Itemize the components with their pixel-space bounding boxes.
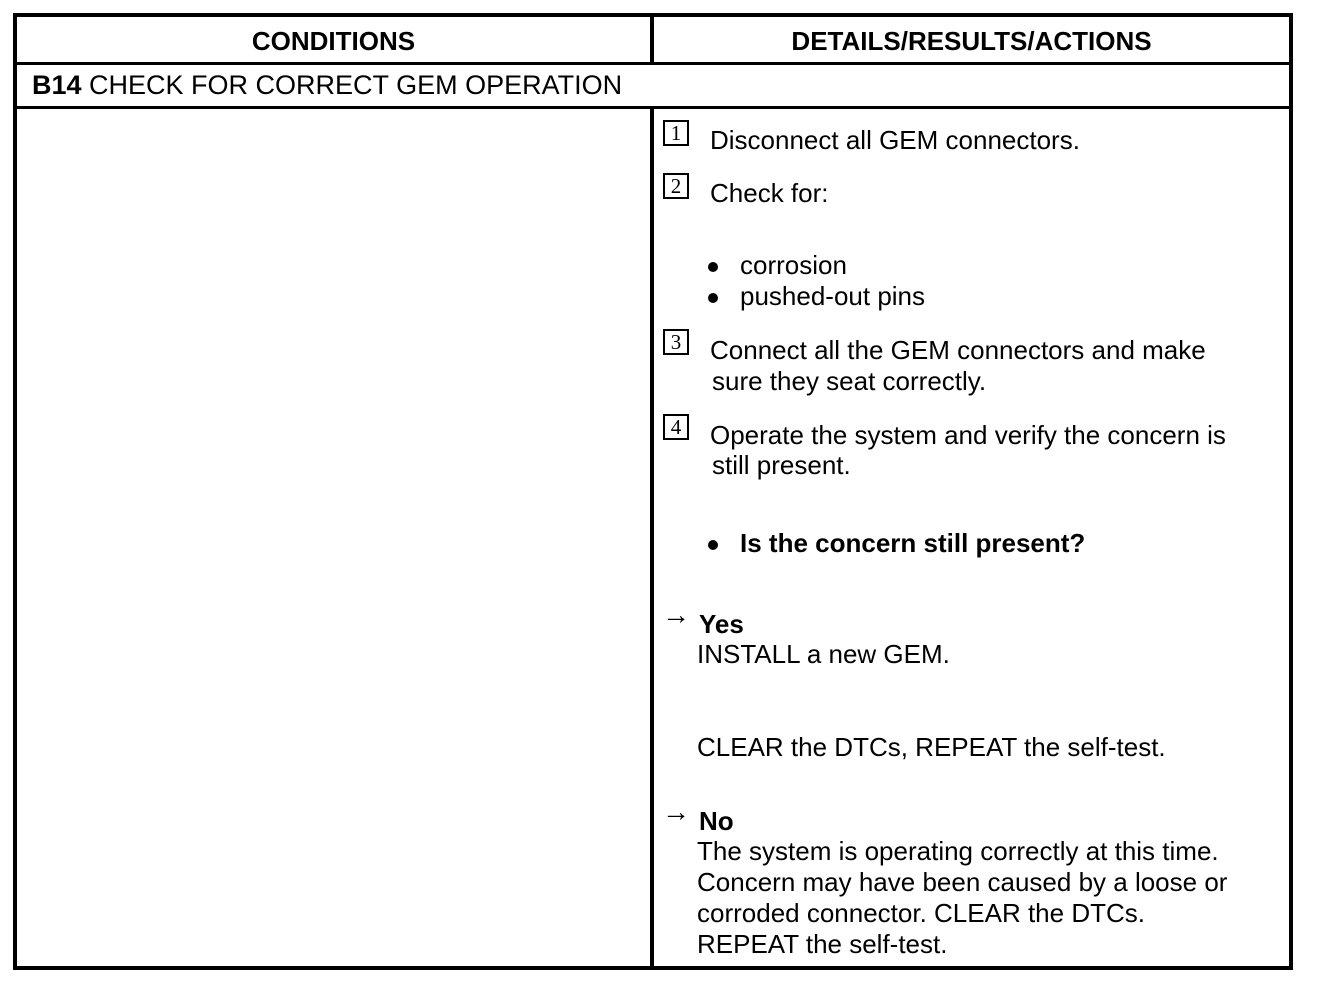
bullet-icon bbox=[708, 293, 718, 303]
header-rule bbox=[17, 62, 1289, 65]
section-title bbox=[32, 70, 622, 101]
section-rule bbox=[17, 106, 1289, 109]
arrow-right-icon: → bbox=[662, 796, 690, 827]
step-number-box: 1 bbox=[663, 120, 689, 146]
step-number-box: 3 bbox=[663, 329, 689, 355]
no-action: corroded connector. CLEAR the DTCs. bbox=[697, 898, 1145, 928]
bullet-icon bbox=[708, 262, 718, 272]
step-text: Check for: bbox=[710, 178, 829, 208]
conditions-header: CONDITIONS bbox=[251, 26, 416, 56]
step-text: sure they seat correctly. bbox=[712, 366, 987, 396]
details-header: DETAILS/RESULTS/ACTIONS bbox=[791, 26, 1152, 56]
no-action: Concern may have been caused by a loose or bbox=[697, 867, 1228, 897]
bullet-icon bbox=[708, 540, 718, 550]
body-divider bbox=[650, 109, 654, 970]
yes-label: Yes bbox=[699, 609, 744, 639]
step-number-box: 2 bbox=[663, 173, 689, 199]
step-text: Operate the system and verify the concern is bbox=[710, 420, 1226, 450]
diagnostic-table bbox=[13, 13, 1293, 970]
question-text: Is the concern still present? bbox=[740, 528, 1086, 558]
step-number-box: 4 bbox=[663, 414, 689, 440]
step-text: Connect all the GEM connectors and make bbox=[710, 335, 1206, 365]
yes-action: INSTALL a new GEM. bbox=[697, 639, 950, 669]
no-action: REPEAT the self-test. bbox=[697, 929, 948, 959]
check-item: pushed-out pins bbox=[740, 281, 926, 311]
arrow-right-icon: → bbox=[662, 599, 690, 630]
section-title-text: CHECK FOR CORRECT GEM OPERATION bbox=[89, 70, 623, 100]
step-text: Disconnect all GEM connectors. bbox=[710, 125, 1080, 155]
yes-action: CLEAR the DTCs, REPEAT the self-test. bbox=[697, 732, 1166, 762]
section-code: B14 bbox=[32, 70, 82, 100]
step-text: still present. bbox=[712, 450, 851, 480]
no-label: No bbox=[699, 806, 734, 836]
check-item: corrosion bbox=[740, 250, 847, 280]
no-action: The system is operating correctly at this time. bbox=[697, 836, 1219, 866]
